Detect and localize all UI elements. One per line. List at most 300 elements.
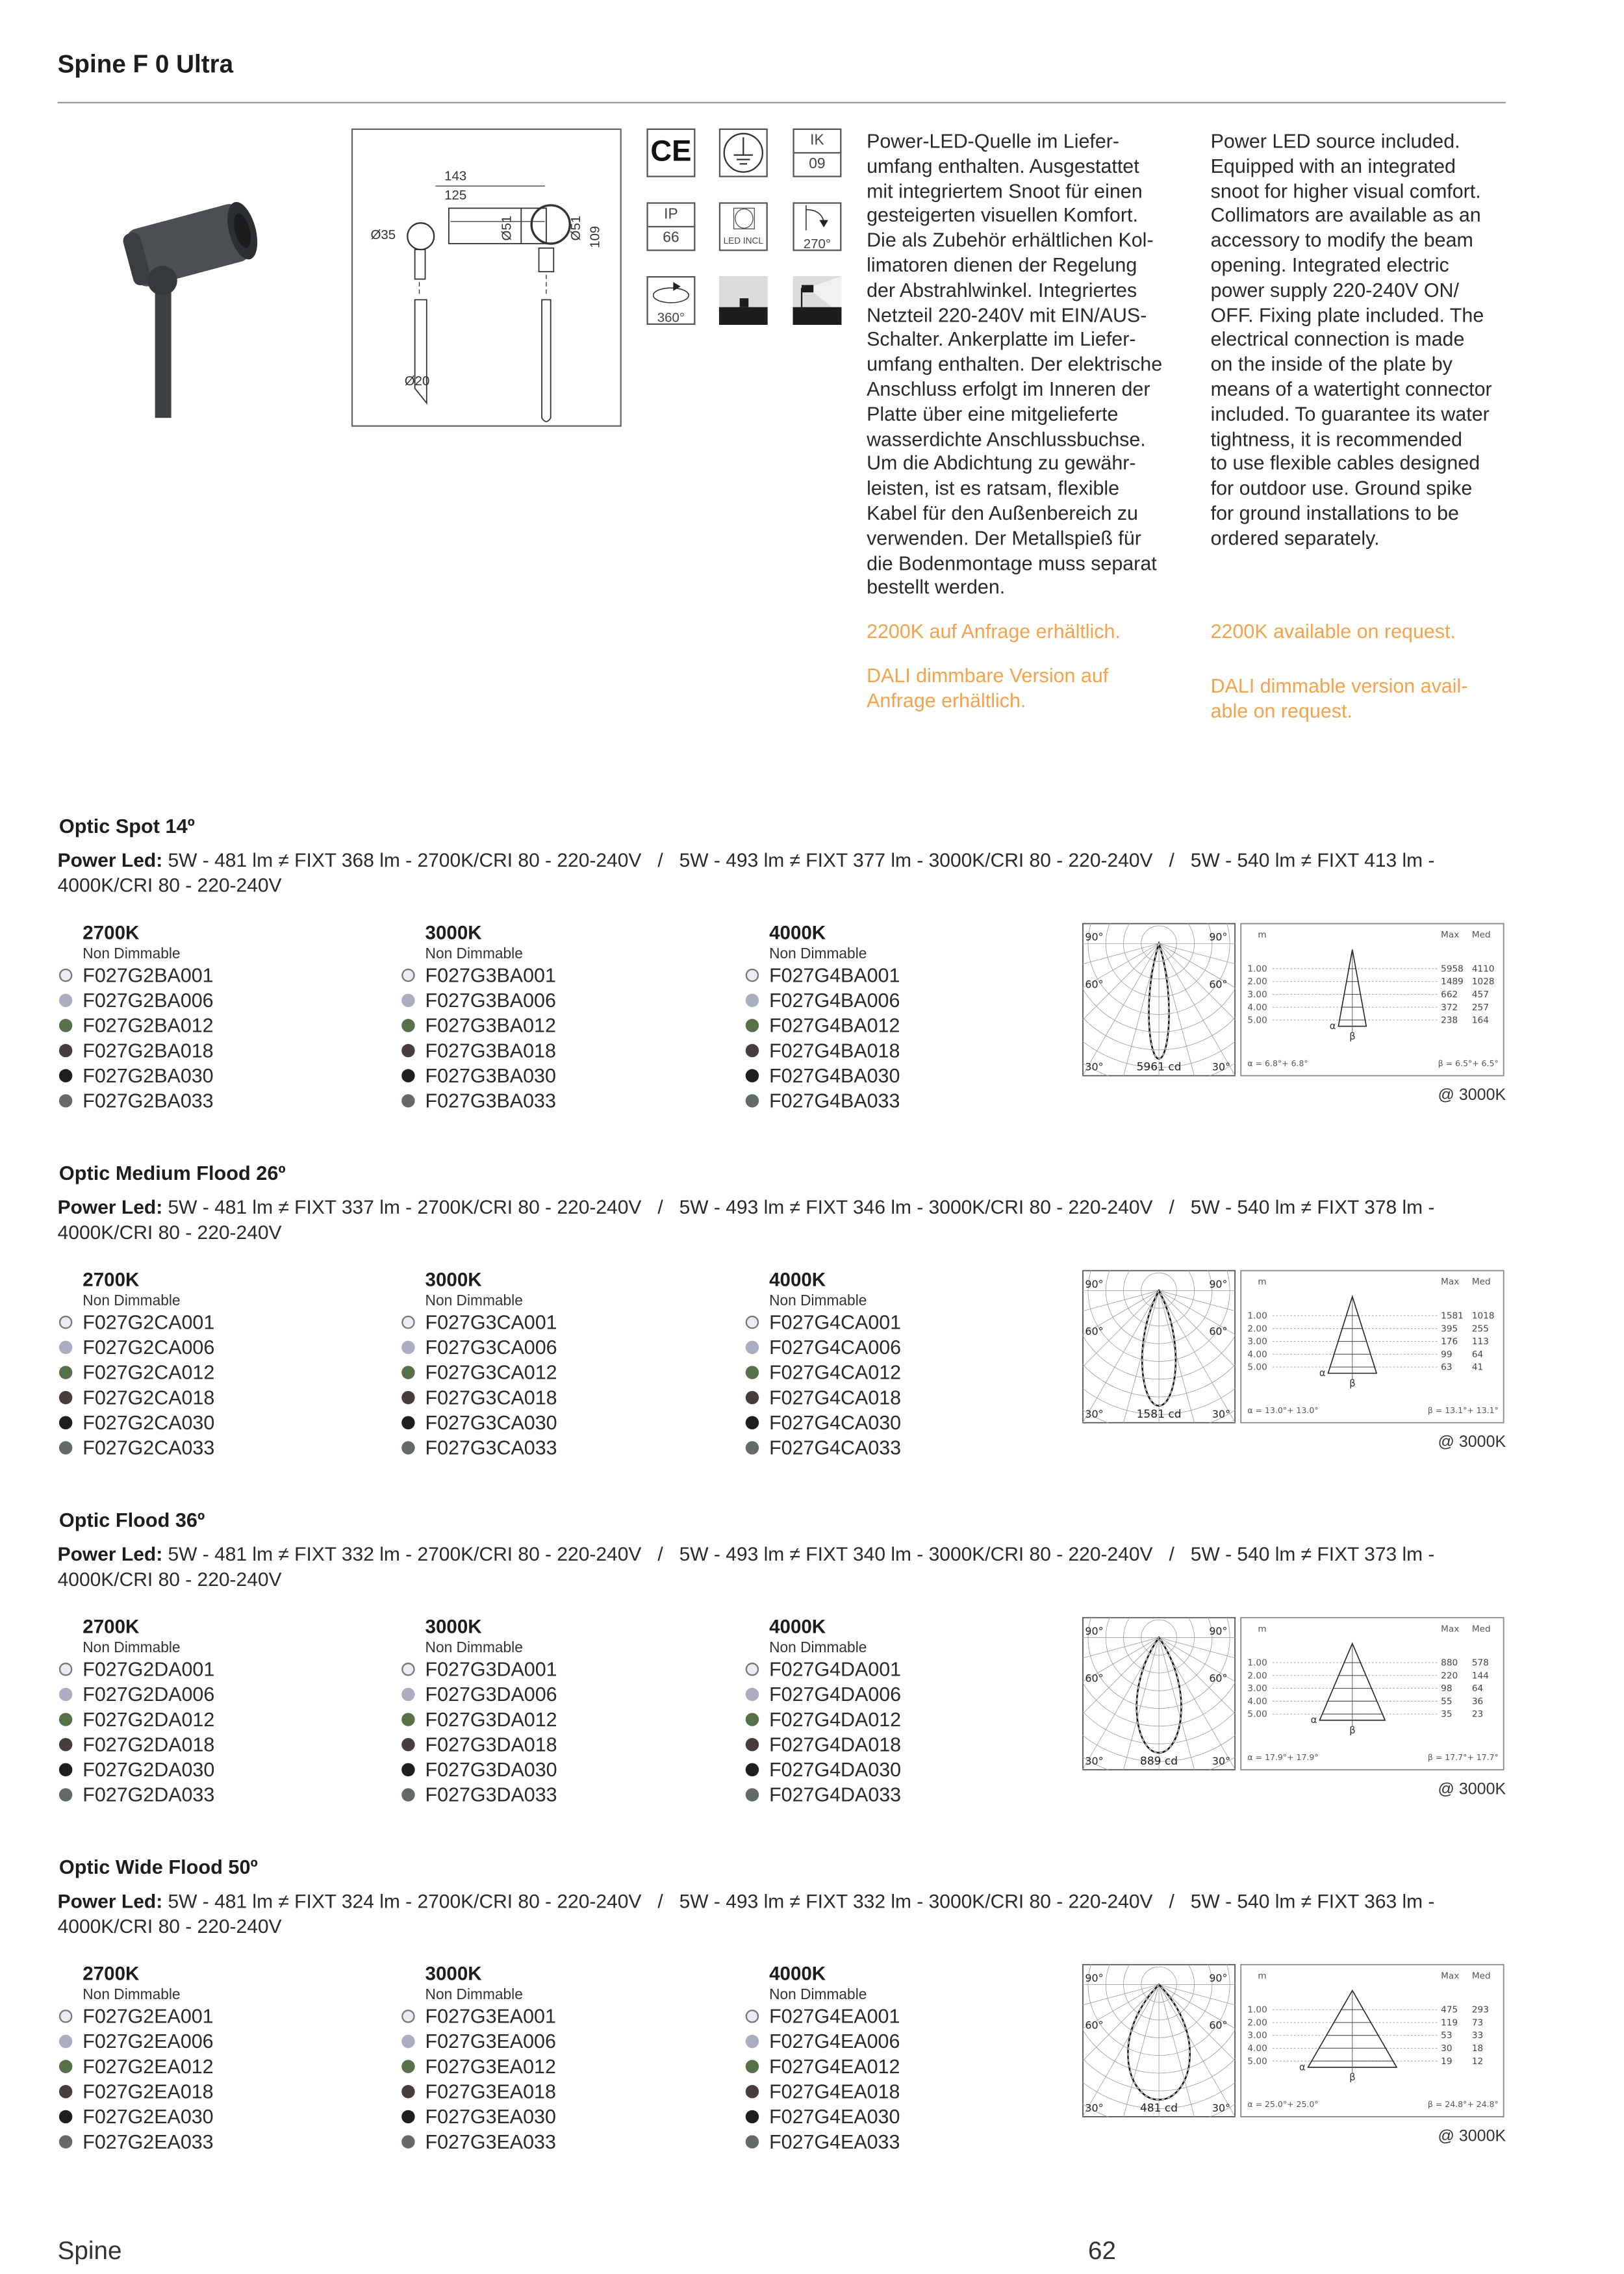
distance-unit: m bbox=[1258, 1624, 1267, 1635]
section-title: Optic Medium Flood 26º bbox=[58, 1162, 286, 1184]
text-line: Schalter. Ankerplatte im Liefer- bbox=[867, 328, 1136, 351]
tilt-270-icon bbox=[793, 202, 841, 251]
finish-color-dot bbox=[746, 1044, 759, 1057]
dim-143: 143 bbox=[444, 168, 467, 184]
distance-unit: m bbox=[1258, 930, 1267, 941]
distance-value: 1.00 bbox=[1247, 1310, 1267, 1322]
note-2200k-english: 2200K available on request. bbox=[1210, 620, 1456, 643]
finish-color-dot bbox=[59, 969, 72, 982]
finish-color-dot bbox=[59, 2135, 72, 2148]
max-lux: 372 bbox=[1441, 1002, 1458, 1013]
finish-color-dot bbox=[401, 1391, 414, 1404]
distance-value: 3.00 bbox=[1247, 2030, 1267, 2041]
polar-angle-label: 30° bbox=[1085, 2101, 1104, 2114]
alpha-angle: α = 25.0°+ 25.0° bbox=[1247, 2099, 1319, 2110]
ground-mount-icon bbox=[719, 276, 768, 325]
alpha-angle: α = 13.0°+ 13.0° bbox=[1247, 1405, 1319, 1415]
product-code-row bbox=[401, 1310, 557, 1335]
distance-value: 5.00 bbox=[1247, 2056, 1267, 2067]
product-code: F027G4EA018 bbox=[769, 2080, 900, 2103]
finish-color-dot bbox=[59, 2060, 72, 2073]
finish-color-dot bbox=[59, 1441, 72, 1454]
product-code: F027G4BA012 bbox=[769, 1014, 900, 1037]
product-code-row bbox=[59, 1335, 214, 1361]
text-line: leisten, ist es ratsam, flexible bbox=[867, 477, 1120, 500]
product-code-row bbox=[401, 2004, 556, 2029]
peak-candela: 481 cd bbox=[1140, 2101, 1178, 2115]
color-temp-column bbox=[401, 1615, 557, 1807]
power-led-values: 5W - 481 lm ≠ FIXT 324 lm - 2700K/CRI 80 - 220-240V / 5W - 493 lm ≠ FIXT 332 lm - 3000K/CRI 80 - 220-240V / 5W - 540 lm ≠ FIXT 363 lm - bbox=[162, 1890, 1435, 1913]
product-code-row bbox=[746, 1385, 901, 1411]
finish-color-dot bbox=[401, 1416, 414, 1429]
color-temp-column bbox=[746, 1615, 901, 1807]
page-number: 62 bbox=[1087, 2237, 1116, 2266]
illuminance-table bbox=[1240, 1617, 1504, 1770]
peak-candela: 1581 cd bbox=[1136, 1407, 1182, 1421]
finish-color-dot bbox=[401, 2010, 414, 2023]
distance-value: 3.00 bbox=[1247, 989, 1267, 1000]
product-code-row bbox=[59, 2054, 214, 2079]
product-code: F027G2DA006 bbox=[82, 1683, 215, 1706]
text-line: Platte über eine mitgelieferte bbox=[867, 402, 1119, 426]
product-code-row bbox=[401, 1038, 556, 1064]
product-code-row bbox=[401, 1410, 557, 1435]
finish-color-dot bbox=[746, 1316, 759, 1329]
finish-color-dot bbox=[746, 1738, 759, 1751]
med-lux: 255 bbox=[1471, 1323, 1489, 1335]
distance-value: 5.00 bbox=[1247, 1709, 1267, 1720]
text-line: able on request. bbox=[1210, 699, 1352, 722]
color-temp-column bbox=[746, 1962, 900, 2154]
product-code-row bbox=[746, 2004, 900, 2029]
finish-color-dot bbox=[59, 1788, 72, 1801]
finish-color-dot bbox=[59, 1763, 72, 1776]
product-code-row bbox=[746, 1435, 901, 1461]
rotate-360-icon bbox=[646, 276, 695, 325]
product-code: F027G4CA001 bbox=[769, 1311, 902, 1334]
product-code-row bbox=[401, 1682, 557, 1707]
section-title: Optic Wide Flood 50º bbox=[58, 1856, 258, 1878]
product-code-row bbox=[59, 1782, 214, 1808]
product-code: F027G4BA018 bbox=[769, 1039, 900, 1062]
dim-20: Ø20 bbox=[404, 374, 430, 389]
product-code-row bbox=[59, 1657, 214, 1682]
polar-diagram bbox=[1082, 1270, 1236, 1424]
text-line: accessory to modify the beam bbox=[1210, 229, 1473, 251]
product-code: F027G4CA012 bbox=[769, 1361, 902, 1384]
product-code: F027G3EA006 bbox=[425, 2030, 556, 2053]
title-divider bbox=[58, 102, 1506, 103]
power-led-line bbox=[58, 1889, 1435, 1914]
med-lux: 36 bbox=[1471, 1696, 1484, 1707]
med-lux: 144 bbox=[1471, 1670, 1489, 1681]
distance-value: 2.00 bbox=[1247, 977, 1267, 988]
product-code: F027G4DA033 bbox=[769, 1783, 902, 1806]
color-temp-heading: 3000K bbox=[425, 1962, 482, 1985]
distance-value: 1.00 bbox=[1247, 964, 1267, 975]
beta-symbol: β bbox=[1349, 1030, 1356, 1042]
max-header: Max bbox=[1441, 930, 1460, 941]
distance-value: 4.00 bbox=[1247, 1349, 1267, 1360]
finish-color-dot bbox=[401, 1738, 414, 1751]
polar-angle-label: 60° bbox=[1209, 2019, 1228, 2032]
finish-color-dot bbox=[401, 1663, 414, 1676]
finish-color-dot bbox=[746, 1391, 759, 1404]
beta-symbol: β bbox=[1349, 2072, 1356, 2084]
dimming-type: Non Dimmable bbox=[425, 946, 523, 963]
text-line: verwenden. Der Metallspieß für bbox=[867, 526, 1141, 549]
max-lux: 176 bbox=[1441, 1336, 1458, 1348]
beta-symbol: β bbox=[1349, 1378, 1356, 1390]
product-code: F027G3CA012 bbox=[425, 1361, 557, 1384]
distance-value: 3.00 bbox=[1247, 1683, 1267, 1694]
finish-color-dot bbox=[401, 2060, 414, 2073]
power-led-values: 5W - 481 lm ≠ FIXT 368 lm - 2700K/CRI 80 - 220-240V / 5W - 493 lm ≠ FIXT 377 lm - 3000K/CRI 80 - 220-240V / 5W - 540 lm ≠ FIXT 413 lm - bbox=[162, 849, 1435, 871]
distance-value: 4.00 bbox=[1247, 1002, 1267, 1013]
finish-color-dot bbox=[746, 994, 759, 1007]
polar-angle-label: 90° bbox=[1085, 1971, 1104, 1984]
alpha-symbol: α bbox=[1310, 1715, 1317, 1726]
med-header: Med bbox=[1471, 930, 1491, 941]
led-included-icon-label: LED INCL bbox=[723, 237, 763, 247]
text-line: Anschluss erfolgt im Inneren der bbox=[867, 377, 1150, 400]
product-code-row bbox=[746, 1682, 901, 1707]
finish-color-dot bbox=[59, 1366, 72, 1379]
product-code-row bbox=[401, 1782, 557, 1808]
med-header: Med bbox=[1471, 1624, 1491, 1635]
product-code-row bbox=[746, 2029, 900, 2054]
product-code-row bbox=[401, 1385, 557, 1411]
finish-color-dot bbox=[59, 1341, 72, 1354]
product-code-row bbox=[59, 1732, 214, 1757]
product-code-row bbox=[401, 1657, 557, 1682]
med-lux: 12 bbox=[1471, 2056, 1484, 2067]
product-code-row bbox=[59, 1707, 214, 1732]
power-led-values: 5W - 481 lm ≠ FIXT 332 lm - 2700K/CRI 80 - 220-240V / 5W - 493 lm ≠ FIXT 340 lm - 3000K/CRI 80 - 220-240V / 5W - 540 lm ≠ FIXT 373 lm - bbox=[162, 1542, 1435, 1566]
finish-color-dot bbox=[746, 1019, 759, 1032]
text-line: for outdoor use. Ground spike bbox=[1210, 477, 1473, 500]
color-temp-column bbox=[746, 1268, 901, 1460]
finish-color-dot bbox=[746, 1366, 759, 1379]
color-temp-column bbox=[59, 921, 214, 1113]
ik-rating-icon-value: 09 bbox=[809, 156, 826, 173]
color-temp-heading: 3000K bbox=[425, 1268, 482, 1291]
max-header: Max bbox=[1441, 1624, 1460, 1635]
text-line: Collimators are available as an bbox=[1210, 204, 1481, 227]
med-lux: 64 bbox=[1471, 1683, 1484, 1694]
power-led-line: 4000K/CRI 80 - 220-240V bbox=[57, 874, 282, 897]
med-lux: 18 bbox=[1471, 2043, 1484, 2054]
product-code-row bbox=[746, 1732, 901, 1757]
polar-angle-label: 30° bbox=[1085, 1407, 1104, 1420]
product-title: Spine F 0 Ultra bbox=[57, 50, 234, 79]
polar-angle-label: 90° bbox=[1209, 1971, 1228, 1984]
finish-color-dot bbox=[59, 2110, 72, 2123]
distance-value: 3.00 bbox=[1247, 1336, 1267, 1348]
color-temp-heading: 4000K bbox=[769, 921, 826, 944]
product-code-row bbox=[746, 1707, 901, 1732]
product-code: F027G3EA030 bbox=[425, 2105, 556, 2128]
finish-color-dot bbox=[59, 1391, 72, 1404]
color-temp-heading: 2700K bbox=[82, 1615, 140, 1638]
max-lux: 30 bbox=[1441, 2043, 1453, 2054]
color-temp-column bbox=[59, 1268, 214, 1460]
text-line: ordered separately. bbox=[1210, 526, 1380, 549]
finish-color-dot bbox=[401, 2035, 414, 2048]
color-temp-heading: 2700K bbox=[82, 921, 140, 944]
description-english bbox=[1211, 130, 1492, 552]
ip-rating-icon-top: IP bbox=[648, 204, 694, 227]
product-code-row bbox=[59, 1038, 214, 1064]
dimming-type: Non Dimmable bbox=[769, 1640, 867, 1657]
finish-color-dot bbox=[59, 2010, 72, 2023]
color-temp-heading: 4000K bbox=[769, 1962, 826, 1985]
product-code: F027G3CA001 bbox=[425, 1311, 557, 1334]
med-lux: 457 bbox=[1471, 989, 1489, 1000]
finish-color-dot bbox=[401, 1788, 414, 1801]
dim-125: 125 bbox=[444, 187, 467, 203]
product-code: F027G2EA001 bbox=[82, 2005, 214, 2028]
product-code-row bbox=[401, 2054, 556, 2079]
max-lux: 19 bbox=[1441, 2056, 1453, 2067]
med-lux: 73 bbox=[1471, 2017, 1484, 2028]
max-lux: 880 bbox=[1441, 1657, 1458, 1668]
product-code-row bbox=[59, 988, 214, 1013]
finish-color-dot bbox=[401, 1688, 414, 1701]
product-code-row bbox=[401, 963, 556, 988]
text-line: Netzteil 220-240V mit EIN/AUS- bbox=[867, 303, 1147, 326]
illuminance-table bbox=[1240, 923, 1504, 1076]
finish-color-dot bbox=[401, 969, 414, 982]
product-code-row bbox=[746, 2079, 900, 2104]
finish-color-dot bbox=[746, 2010, 759, 2023]
section-title: Optic Flood 36º bbox=[58, 1509, 205, 1531]
ce-mark-icon-label: CE bbox=[650, 136, 692, 169]
product-code-row bbox=[746, 963, 900, 988]
product-code-row bbox=[401, 1732, 557, 1757]
finish-color-dot bbox=[746, 1416, 759, 1429]
text-line: umfang enthalten. Der elektrische bbox=[867, 353, 1163, 376]
finish-color-dot bbox=[59, 1069, 72, 1082]
beta-angle: β = 13.1°+ 13.1° bbox=[1427, 1405, 1499, 1415]
dimming-type: Non Dimmable bbox=[82, 1640, 181, 1657]
finish-color-dot bbox=[59, 2035, 72, 2048]
text-line: die Bodenmontage muss separat bbox=[867, 551, 1157, 574]
power-led-label: Power Led: bbox=[57, 1542, 163, 1566]
text-line: to use flexible cables designed bbox=[1210, 452, 1480, 475]
finish-color-dot bbox=[746, 2085, 759, 2098]
polar-angle-label: 60° bbox=[1085, 1672, 1104, 1685]
product-code: F027G2CA001 bbox=[82, 1311, 215, 1334]
dimming-type: Non Dimmable bbox=[82, 946, 181, 963]
polar-angle-label: 90° bbox=[1209, 1624, 1228, 1637]
finish-color-dot bbox=[59, 1713, 72, 1726]
color-temp-column bbox=[746, 921, 900, 1113]
finish-color-dot bbox=[401, 1316, 414, 1329]
product-code: F027G3DA030 bbox=[425, 1758, 557, 1781]
product-code: F027G3DA033 bbox=[425, 1783, 557, 1806]
product-code-row bbox=[746, 1360, 901, 1385]
med-lux: 578 bbox=[1471, 1657, 1489, 1668]
max-lux: 475 bbox=[1441, 2004, 1458, 2015]
product-code: F027G4CA006 bbox=[769, 1336, 902, 1359]
max-lux: 662 bbox=[1441, 989, 1458, 1000]
distance-value: 1.00 bbox=[1247, 1657, 1267, 1668]
power-led-label: Power Led: bbox=[57, 1195, 163, 1218]
product-code-row bbox=[401, 2129, 556, 2154]
beta-angle: β = 6.5°+ 6.5° bbox=[1438, 1058, 1499, 1068]
product-code: F027G3BA033 bbox=[425, 1090, 556, 1112]
med-lux: 64 bbox=[1471, 1349, 1484, 1360]
text-line: Um die Abdichtung zu gewähr- bbox=[867, 452, 1136, 475]
product-code: F027G2EA018 bbox=[82, 2080, 214, 2103]
product-code: F027G4BA033 bbox=[769, 1090, 900, 1112]
product-code: F027G4EA001 bbox=[769, 2005, 900, 2028]
text-line: Kabel für den Außenbereich zu bbox=[867, 502, 1138, 524]
finish-color-dot bbox=[746, 2060, 759, 2073]
product-code: F027G4DA030 bbox=[769, 1758, 902, 1781]
description-german bbox=[867, 130, 1162, 601]
max-lux: 220 bbox=[1441, 1670, 1458, 1681]
text-line: mit integriertem Snoot für einen bbox=[867, 179, 1143, 202]
finish-color-dot bbox=[401, 1713, 414, 1726]
distance-value: 1.00 bbox=[1247, 2004, 1267, 2015]
product-code: F027G2BA006 bbox=[82, 989, 214, 1012]
product-code: F027G2BA012 bbox=[82, 1014, 214, 1037]
product-code-row bbox=[746, 2104, 900, 2130]
product-code: F027G2CA030 bbox=[82, 1411, 215, 1434]
color-temp-heading: 2700K bbox=[82, 1962, 140, 1985]
power-led-label: Power Led: bbox=[57, 1890, 163, 1913]
power-led-line bbox=[58, 1542, 1435, 1567]
polar-angle-label: 60° bbox=[1209, 1672, 1228, 1685]
dimming-type: Non Dimmable bbox=[82, 1987, 181, 2004]
max-lux: 55 bbox=[1441, 1696, 1453, 1707]
text-line: OFF. Fixing plate included. The bbox=[1210, 303, 1484, 326]
dimming-type: Non Dimmable bbox=[769, 946, 867, 963]
text-line: Power-LED-Quelle im Liefer- bbox=[867, 129, 1120, 153]
finish-color-dot bbox=[401, 1763, 414, 1776]
polar-angle-label: 90° bbox=[1085, 930, 1104, 943]
polar-angle-label: 30° bbox=[1085, 1060, 1104, 1073]
finish-color-dot bbox=[746, 1094, 759, 1107]
text-line: power supply 220-240V ON/ bbox=[1210, 279, 1459, 301]
power-led-line: 4000K/CRI 80 - 220-240V bbox=[57, 1915, 282, 1937]
product-code: F027G3EA018 bbox=[425, 2080, 556, 2103]
max-header: Max bbox=[1441, 1277, 1460, 1288]
illuminance-table bbox=[1240, 1964, 1504, 2117]
product-code-row bbox=[746, 2054, 900, 2079]
distance-value: 4.00 bbox=[1247, 1696, 1267, 1707]
product-code-row bbox=[746, 1335, 901, 1361]
finish-color-dot bbox=[59, 1663, 72, 1676]
text-line: electrical connection is made bbox=[1210, 328, 1465, 351]
product-code: F027G3CA018 bbox=[425, 1386, 557, 1409]
max-lux: 53 bbox=[1441, 2030, 1453, 2041]
note-dali-english bbox=[1211, 675, 1468, 724]
dimming-type: Non Dimmable bbox=[425, 1293, 523, 1310]
product-code: F027G2DA012 bbox=[82, 1708, 215, 1731]
finish-color-dot bbox=[59, 1316, 72, 1329]
finish-color-dot bbox=[59, 1738, 72, 1751]
polar-diagram bbox=[1082, 923, 1236, 1076]
product-code: F027G4BA006 bbox=[769, 989, 900, 1012]
dim-109: 109 bbox=[587, 225, 603, 248]
led-included-icon bbox=[719, 202, 768, 251]
product-code-row bbox=[746, 2129, 900, 2154]
color-temp-column bbox=[59, 1962, 214, 2154]
polar-diagram bbox=[1082, 1617, 1236, 1770]
product-code-row bbox=[401, 1707, 557, 1732]
med-lux: 257 bbox=[1471, 1002, 1489, 1013]
power-led-values: 5W - 481 lm ≠ FIXT 337 lm - 2700K/CRI 80 - 220-240V / 5W - 493 lm ≠ FIXT 346 lm - 3000K/CRI 80 - 220-240V / 5W - 540 lm ≠ FIXT 378 lm - bbox=[162, 1195, 1435, 1218]
product-code-row bbox=[59, 1088, 214, 1114]
med-lux: 41 bbox=[1471, 1362, 1484, 1373]
product-code: F027G4EA012 bbox=[769, 2055, 900, 2078]
max-header: Max bbox=[1441, 1971, 1460, 1982]
product-code-row bbox=[59, 1682, 214, 1707]
product-code-row bbox=[59, 2079, 214, 2104]
beta-symbol: β bbox=[1349, 1725, 1356, 1737]
product-code: F027G4EA033 bbox=[769, 2130, 900, 2153]
product-code: F027G3CA033 bbox=[425, 1437, 557, 1459]
beta-angle: β = 17.7°+ 17.7° bbox=[1427, 1752, 1499, 1763]
measurement-temp-note: @ 3000K bbox=[1438, 1086, 1506, 1105]
max-lux: 1581 bbox=[1441, 1310, 1464, 1322]
finish-color-dot bbox=[401, 2110, 414, 2123]
finish-color-dot bbox=[746, 1069, 759, 1082]
polar-angle-label: 60° bbox=[1085, 2019, 1104, 2032]
power-led-label: Power Led: bbox=[57, 849, 163, 871]
text-line: Power LED source included. bbox=[1210, 129, 1460, 153]
product-code: F027G4DA006 bbox=[769, 1683, 902, 1706]
measurement-temp-note: @ 3000K bbox=[1438, 1433, 1506, 1452]
alpha-angle: α = 17.9°+ 17.9° bbox=[1247, 1752, 1319, 1763]
product-code-row bbox=[746, 1088, 900, 1114]
alpha-symbol: α bbox=[1319, 1368, 1326, 1379]
product-code: F027G4DA018 bbox=[769, 1733, 902, 1756]
product-code: F027G2DA030 bbox=[82, 1758, 215, 1781]
power-led-line: 4000K/CRI 80 - 220-240V bbox=[57, 1568, 282, 1591]
product-code-row bbox=[746, 1782, 901, 1808]
optic-section bbox=[0, 815, 1624, 1162]
max-lux: 395 bbox=[1441, 1323, 1458, 1335]
product-code: F027G2EA006 bbox=[82, 2030, 214, 2053]
product-code: F027G4EA006 bbox=[769, 2030, 900, 2053]
dim-35: Ø35 bbox=[370, 227, 396, 243]
text-line: for ground installations to be bbox=[1210, 502, 1459, 524]
product-photo bbox=[115, 189, 270, 426]
footer-series: Spine bbox=[57, 2237, 122, 2266]
polar-angle-label: 90° bbox=[1209, 930, 1228, 943]
color-temp-column bbox=[401, 1962, 556, 2154]
product-code: F027G3BA001 bbox=[425, 964, 556, 987]
ce-mark-icon bbox=[646, 129, 695, 177]
ip-rating-icon-value: 66 bbox=[663, 230, 679, 247]
product-code-row bbox=[59, 2104, 214, 2130]
rotate-360-icon-label: 360° bbox=[657, 310, 685, 325]
dimension-drawing bbox=[351, 129, 622, 427]
product-code-row bbox=[59, 1435, 214, 1461]
product-code-row bbox=[401, 2079, 556, 2104]
dimming-type: Non Dimmable bbox=[425, 1987, 523, 2004]
product-code-row bbox=[59, 1385, 214, 1411]
finish-color-dot bbox=[401, 994, 414, 1007]
color-temp-heading: 3000K bbox=[425, 921, 482, 944]
polar-diagram bbox=[1082, 1964, 1236, 2117]
power-led-spec bbox=[58, 848, 1435, 898]
finish-color-dot bbox=[746, 1663, 759, 1676]
